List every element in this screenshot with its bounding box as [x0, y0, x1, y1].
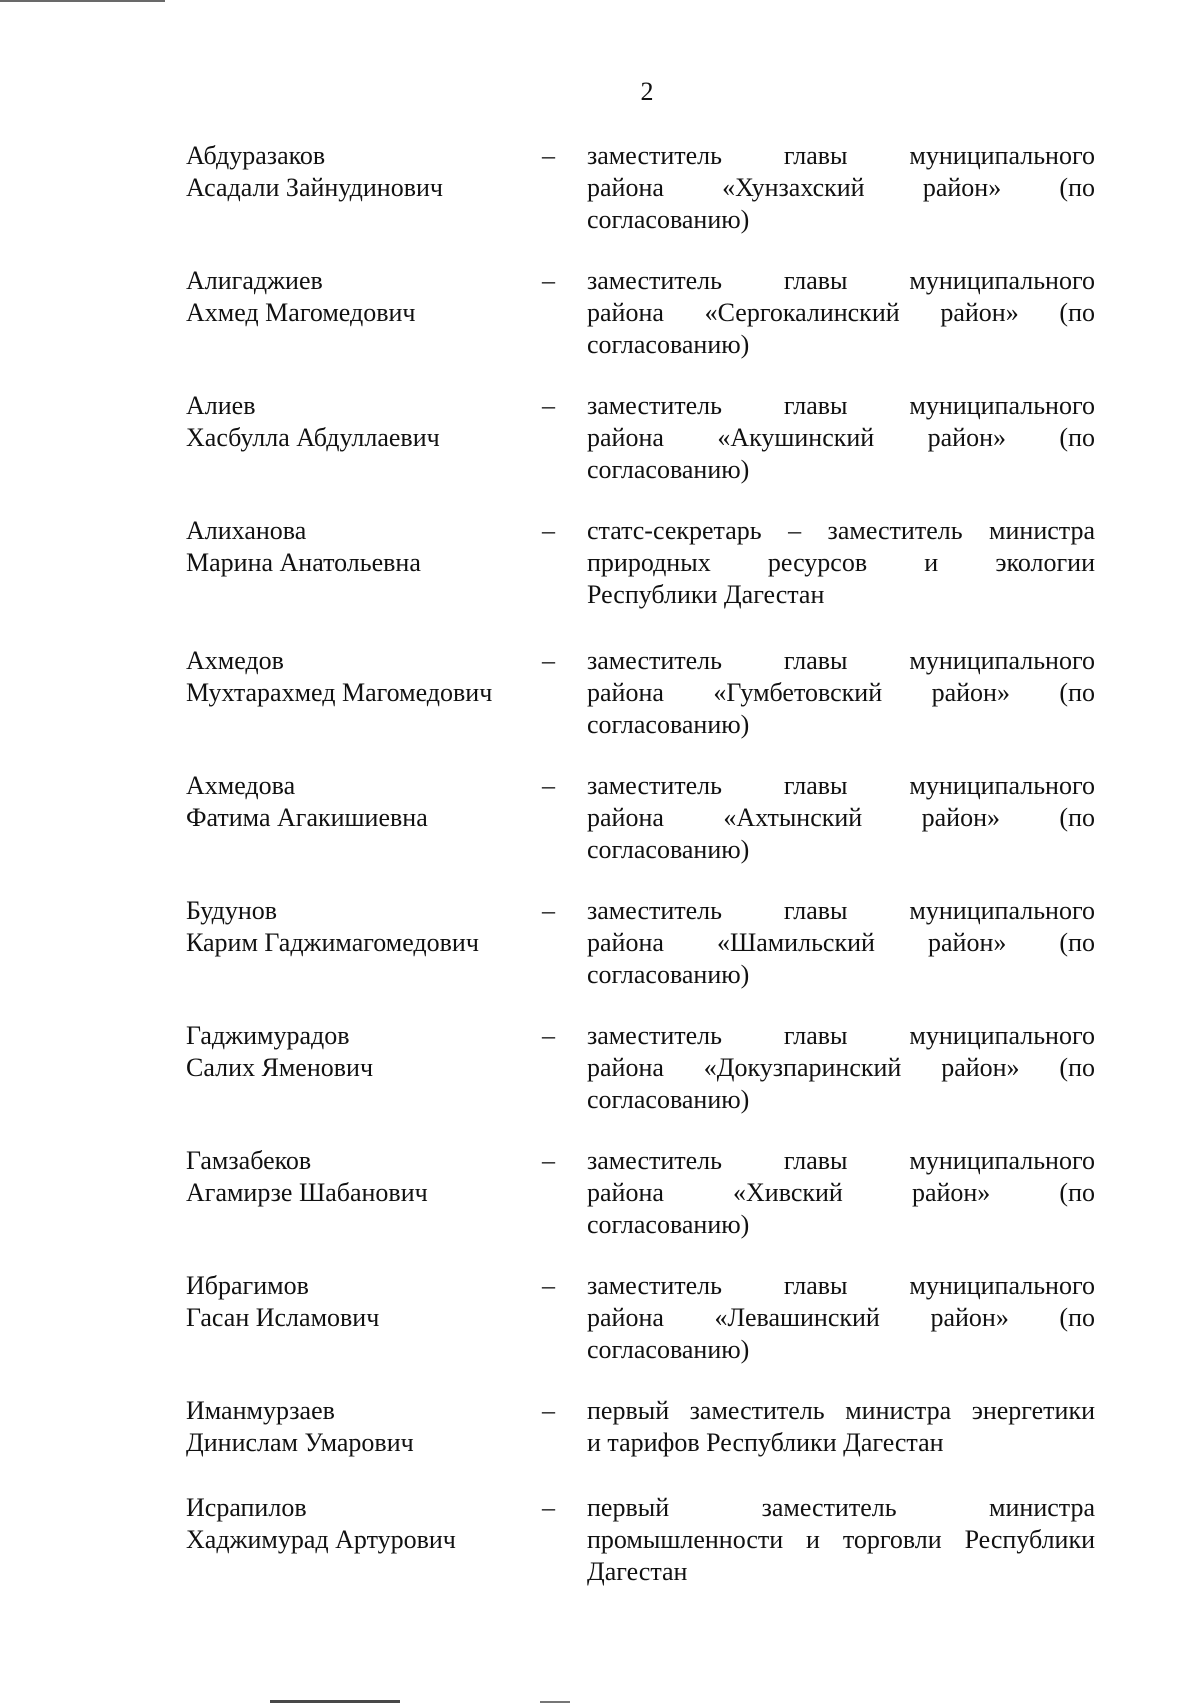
position-title [587, 1395, 1095, 1459]
given-names: Динислам Умарович [186, 1428, 414, 1457]
position-title [587, 140, 1095, 236]
surname: Ахмедов [186, 646, 284, 675]
position-line: первый заместитель министра [587, 1493, 1095, 1522]
person-name [186, 895, 526, 959]
separator-dash: – [542, 391, 555, 420]
given-names: Асадали Зайнудинович [186, 173, 443, 202]
position-line: заместитель главы муниципального [587, 391, 1095, 420]
position-line: согласованию) [587, 960, 750, 989]
given-names: Карим Гаджимагомедович [186, 928, 479, 957]
scan-edge-mark [0, 0, 165, 2]
position-line: согласованию) [587, 205, 750, 234]
surname: Иманмурзаев [186, 1396, 335, 1425]
surname: Гамзабеков [186, 1146, 312, 1175]
position-title [587, 515, 1095, 611]
surname: Будунов [186, 896, 278, 925]
position-line: согласованию) [587, 710, 750, 739]
surname: Алигаджиев [186, 266, 323, 295]
position-line: заместитель главы муниципального [587, 1021, 1095, 1050]
scan-edge-mark [270, 1700, 400, 1703]
surname: Абдуразаков [186, 141, 326, 170]
position-title [587, 1492, 1095, 1588]
given-names: Марина Анатольевна [186, 548, 421, 577]
position-line: Республики Дагестан [587, 580, 825, 609]
page-number: 2 [640, 77, 654, 106]
position-line: первый заместитель министра энергетики [587, 1396, 1095, 1425]
person-name [186, 645, 526, 709]
position-line: согласованию) [587, 455, 750, 484]
position-title [587, 770, 1095, 866]
position-line: согласованию) [587, 1210, 750, 1239]
person-name [186, 1020, 526, 1084]
position-line: заместитель главы муниципального [587, 1146, 1095, 1175]
position-line: района «Ахтынский район» (по [587, 803, 1095, 832]
person-name [186, 1492, 526, 1556]
position-line: района «Сергокалинский район» (по [587, 298, 1095, 327]
position-title [587, 895, 1095, 991]
position-line: района «Докузпаринский район» (по [587, 1053, 1095, 1082]
surname: Ибрагимов [186, 1271, 309, 1300]
person-name [186, 1395, 526, 1459]
position-line: района «Гумбетовский район» (по [587, 678, 1095, 707]
position-title [587, 645, 1095, 741]
person-name [186, 1270, 526, 1334]
position-line: района «Хивский район» (по [587, 1178, 1095, 1207]
given-names: Хаджимурад Артурович [186, 1525, 456, 1554]
separator-dash: – [542, 266, 555, 295]
position-line: Дагестан [587, 1557, 688, 1586]
person-name [186, 515, 526, 579]
surname: Ахмедова [186, 771, 296, 800]
separator-dash: – [542, 516, 555, 545]
person-name [186, 390, 526, 454]
position-title [587, 390, 1095, 486]
position-line: заместитель главы муниципального [587, 771, 1095, 800]
position-line: согласованию) [587, 835, 750, 864]
position-title [587, 265, 1095, 361]
separator-dash: – [542, 1021, 555, 1050]
person-name [186, 1145, 526, 1209]
position-line: природных ресурсов и экологии [587, 548, 1095, 577]
given-names: Хасбулла Абдуллаевич [186, 423, 440, 452]
separator-dash: – [542, 1146, 555, 1175]
position-line: заместитель главы муниципального [587, 646, 1095, 675]
position-line: района «Хунзахский район» (по [587, 173, 1095, 202]
separator-dash: – [542, 1493, 555, 1522]
position-line: согласованию) [587, 1085, 750, 1114]
separator-dash: – [542, 771, 555, 800]
person-name [186, 265, 526, 329]
surname: Алиев [186, 391, 256, 420]
position-line: заместитель главы муниципального [587, 896, 1095, 925]
separator-dash: – [542, 141, 555, 170]
given-names: Мухтарахмед Магомедович [186, 678, 493, 707]
position-title [587, 1020, 1095, 1116]
person-name [186, 770, 526, 834]
position-line: заместитель главы муниципального [587, 266, 1095, 295]
position-title [587, 1145, 1095, 1241]
separator-dash: – [542, 646, 555, 675]
separator-dash: – [542, 896, 555, 925]
separator-dash: – [542, 1271, 555, 1300]
given-names: Салих Яменович [186, 1053, 374, 1082]
position-line: района «Шамильский район» (по [587, 928, 1095, 957]
position-line: статс-секретарь – заместитель министра [587, 516, 1095, 545]
separator-dash: – [542, 1396, 555, 1425]
position-line: заместитель главы муниципального [587, 141, 1095, 170]
person-name [186, 140, 526, 204]
position-line: промышленности и торговли Республики [587, 1525, 1095, 1554]
position-line: района «Акушинский район» (по [587, 423, 1095, 452]
given-names: Ахмед Магомедович [186, 298, 416, 327]
surname: Исрапилов [186, 1493, 307, 1522]
position-line: и тарифов Республики Дагестан [587, 1428, 944, 1457]
scan-edge-mark [540, 1701, 570, 1703]
position-line: района «Левашинский район» (по [587, 1303, 1095, 1332]
given-names: Агамирзе Шабанович [186, 1178, 428, 1207]
surname: Гаджимурадов [186, 1021, 350, 1050]
given-names: Гасан Исламович [186, 1303, 380, 1332]
position-line: согласованию) [587, 330, 750, 359]
given-names: Фатима Агакишиевна [186, 803, 428, 832]
surname: Алиханова [186, 516, 307, 545]
position-line: заместитель главы муниципального [587, 1271, 1095, 1300]
position-title [587, 1270, 1095, 1366]
position-line: согласованию) [587, 1335, 750, 1364]
